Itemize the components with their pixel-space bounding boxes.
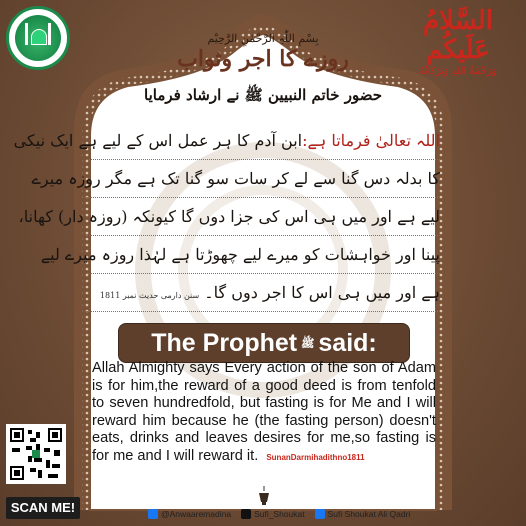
urdu-reference: سنن دارمی حدیث نمبر 1811	[99, 291, 200, 300]
english-reference: SunanDarmihadithno1811	[266, 452, 365, 462]
x-icon	[241, 509, 251, 519]
salam-line-3: وَرَحْمَةُ اللهِ وَبَرَكاتُهُ	[419, 66, 497, 77]
english-hadith	[92, 360, 436, 466]
facebook-icon	[315, 509, 325, 519]
handle-2: Sufi_Shoukat	[254, 508, 305, 519]
qr-code[interactable]	[6, 424, 66, 484]
urdu-line-5	[86, 274, 440, 312]
social-anwaaremadina[interactable]	[148, 509, 231, 520]
page-subtitle: حضور خاتم النبیین ﷺ نے ارشاد فرمایا	[144, 86, 382, 104]
footer-socials	[148, 505, 448, 523]
said-label: said:	[318, 329, 377, 357]
qr-code-icon	[8, 426, 64, 482]
page-title: روزے کا اجر وثواب	[177, 46, 349, 72]
salam-line-2: عَلَيكُم	[426, 35, 490, 65]
urdu-line-2: کا بدلہ دس گنا سے لے کر سات سو گنا تک ہے مگر روزہ میرے	[86, 160, 440, 198]
urdu-line-4: پینا اور خواہشات کو میرے لیے چھوڑتا ہے لہٰذا روزہ میرے لیے	[86, 236, 440, 274]
salam-line-1: السَّلامُ	[423, 6, 493, 36]
prophet-label: The Prophet	[151, 329, 298, 357]
urdu-line-1-text: ابن آدم کا ہر عمل اس کے لیے ہے ایک نیکی	[13, 131, 303, 150]
handle-3: Sufi Shoukat Ali Qadri	[327, 508, 411, 519]
prophet-said-banner	[118, 323, 410, 363]
facebook-icon	[148, 509, 158, 519]
urdu-line-1	[13, 122, 440, 160]
honorific-icon: ﷺ	[301, 337, 315, 351]
social-sufi-shoukat-ali-qadri[interactable]	[315, 509, 411, 520]
social-sufi-shoukat[interactable]	[241, 509, 305, 520]
urdu-hadith	[13, 122, 440, 312]
scan-me-label: SCAN ME!	[6, 497, 80, 519]
urdu-line-5-text: ہے اور میں ہی اس کا اجر دوں گا۔	[204, 283, 440, 302]
english-text: Allah Almighty says Every action of the son of Adam is for him,the reward of a good deed is from tenfold to seven hundredfold, but fasting is for Me and I will reward him because he (the fasting person) doesn't eats, drinks and leaves desires for me,so fasting is for me and I will reward it.	[92, 360, 436, 464]
urdu-lead: اللہ تعالیٰ فرماتا ہے:	[302, 131, 440, 150]
bismillah: بِسْمِ اللّٰہِ الرَّحْمٰنِ الرَّحِیْم	[207, 32, 319, 45]
handle-1: @Anwaaremadina	[161, 508, 232, 519]
urdu-line-3: لیے ہے اور میں ہی اس کی جزا دوں گا کیونکہ (روزہ دار) کھانا،	[86, 198, 440, 236]
lamp-icon	[257, 486, 271, 506]
